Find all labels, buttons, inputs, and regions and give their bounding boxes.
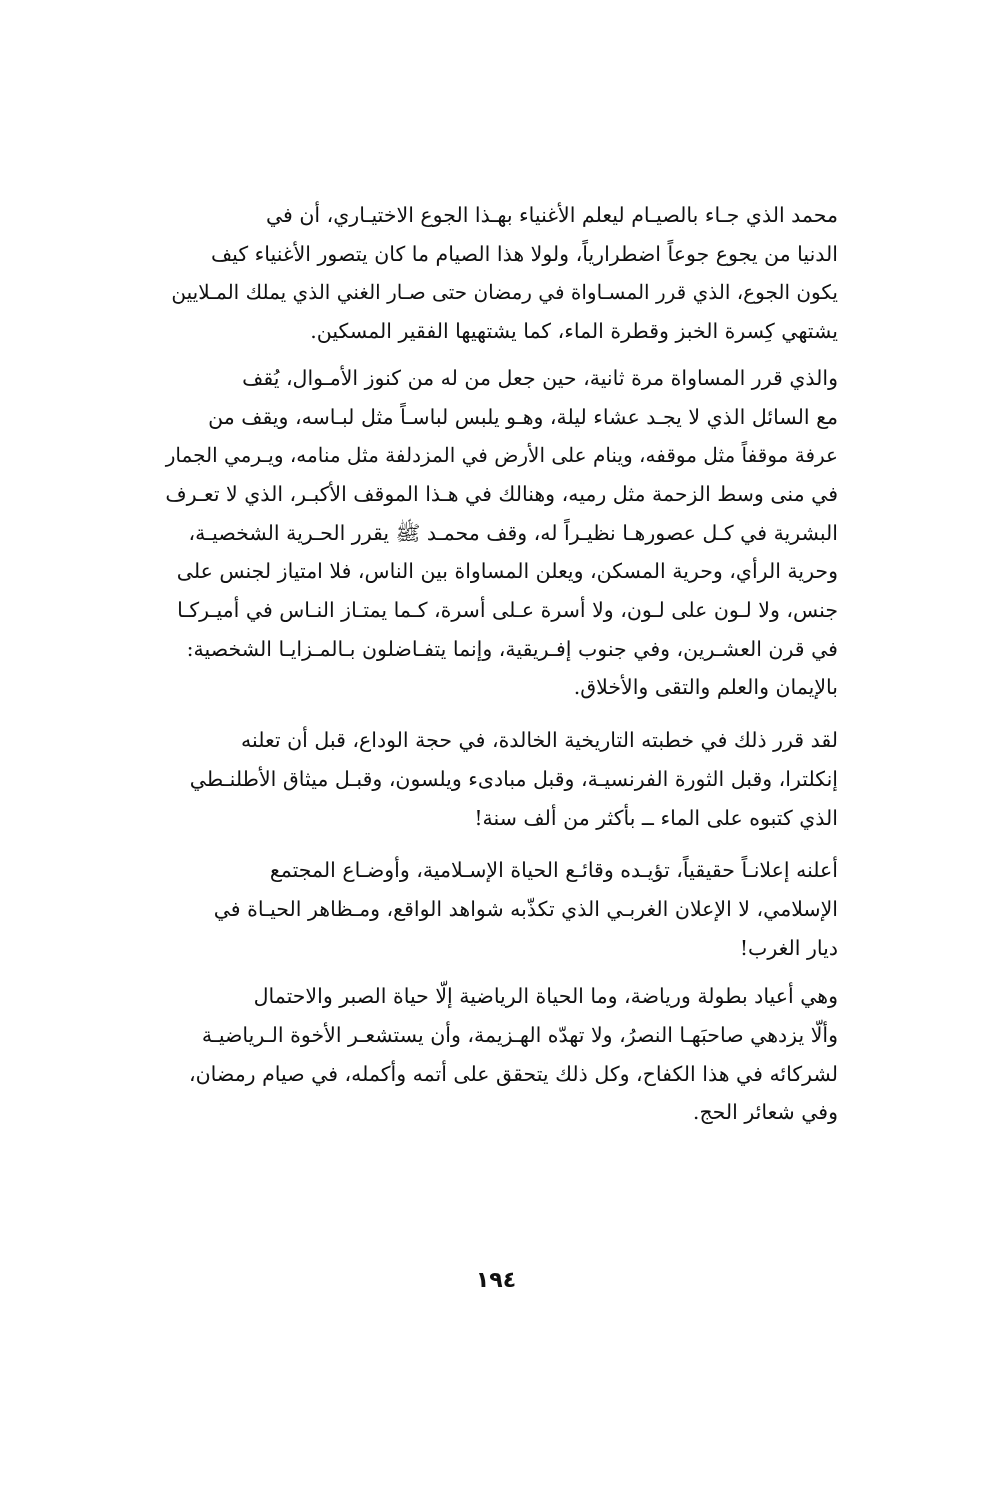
text-line: الدنيا من يجوع جوعاً اضطرارياً، ولولا هذا الصيام ما كان يتصور الأغنياء كيف — [210, 241, 838, 266]
text-line: يكون الجوع، الذي قرر المسـاواة في رمضان حتى صـار الغني الذي يملك المـلايين — [171, 280, 838, 305]
text-line: لقد قرر ذلك في خطبته التاريخية الخالدة، في حجة الوداع، قبل أن تعلنه — [241, 728, 838, 753]
text-line: ديار الغرب! — [739, 935, 838, 960]
text-line: الإسلامي، لا الإعلان الغربـي الذي تكذّبه شواهد الواقع، ومـظاهر الحيـاة في — [213, 896, 838, 921]
text-line: الذي كتبوه على الماء ــ بأكثر من ألف سنة! — [474, 805, 838, 830]
paragraph-1 — [158, 196, 838, 351]
text-line: جنس، ولا لـون على لـون، ولا أسرة عـلى أسرة، كـما يمتـاز النـاس في أميـركـا — [177, 598, 838, 623]
text-line: وفي شعائر الحج. — [692, 1100, 838, 1125]
paragraph-2 — [158, 359, 838, 707]
paragraph-4 — [158, 851, 838, 967]
text-line: في منى وسط الزحمة مثل رميه، وهنالك في هـذا الموقف الأكبـر، الذي لا تعـرف — [165, 481, 838, 506]
text-line: إنكلترا، وقبل الثورة الفرنسيـة، وقبل مبادىء ويلسون، وقبـل ميثاق الأطلنـطي — [189, 766, 838, 791]
text-line: والذي قرر المساواة مرة ثانية، حين جعل من له من كنوز الأمـوال، يُقف — [242, 365, 838, 390]
text-line: لشركائه في هذا الكفاح، وكل ذلك يتحقق على أتمه وأكمله، في صيام رمضان، — [189, 1061, 838, 1086]
page-number: ١٩٤ — [475, 1268, 517, 1293]
text-line: بالإيمان والعلم والتقى والأخلاق. — [573, 675, 838, 700]
text-line: محمد الذي جـاء بالصيـام ليعلم الأغنياء بهـذا الجوع الاختيـاري، أن في — [265, 203, 838, 227]
text-line: البشرية في كـل عصورهـا نظيـراً له، وقف محمـد ﷺ يقرر الحـرية الشخصيـة، — [188, 520, 838, 545]
text-line: وهي أعياد بطولة ورياضة، وما الحياة الرياضية إلّا حياة الصبر والاحتمال — [253, 984, 838, 1009]
paragraph-3 — [158, 721, 838, 837]
text-line: يشتهي كِسرة الخبز وقطرة الماء، كما يشتهيها الفقير المسكين. — [310, 319, 838, 344]
text-line: وألّا يزدهي صاحبَهـا النصرُ، ولا تهدّه الهـزيمة، وأن يستشعـر الأخوة الـرياضيـة — [201, 1023, 838, 1048]
paragraph-5 — [158, 977, 838, 1132]
text-line: وحرية الرأي، وحرية المسكن، ويعلن المساواة بين الناس، فلا امتياز لجنس على — [176, 559, 838, 584]
text-line: في قرن العشـرين، وفي جنوب إفـريقية، وإنما يتفـاضلون بـالمـزايـا الشخصية: — [186, 636, 838, 661]
text-line: عرفة موقفاً مثل موقفه، وينام على الأرض في المزدلفة مثل منامه، ويـرمي الجمار — [165, 443, 838, 468]
text-line: مع السائل الذي لا يجـد عشاء ليلة، وهـو يلبس لباسـاً مثل لبـاسه، ويقف من — [208, 404, 838, 429]
text-line: أعلنه إعلانـاً حقيقياً، تؤيـده وقائـع الحياة الإسـلامية، وأوضـاع المجتمع — [269, 858, 838, 883]
page-body — [158, 196, 838, 1132]
